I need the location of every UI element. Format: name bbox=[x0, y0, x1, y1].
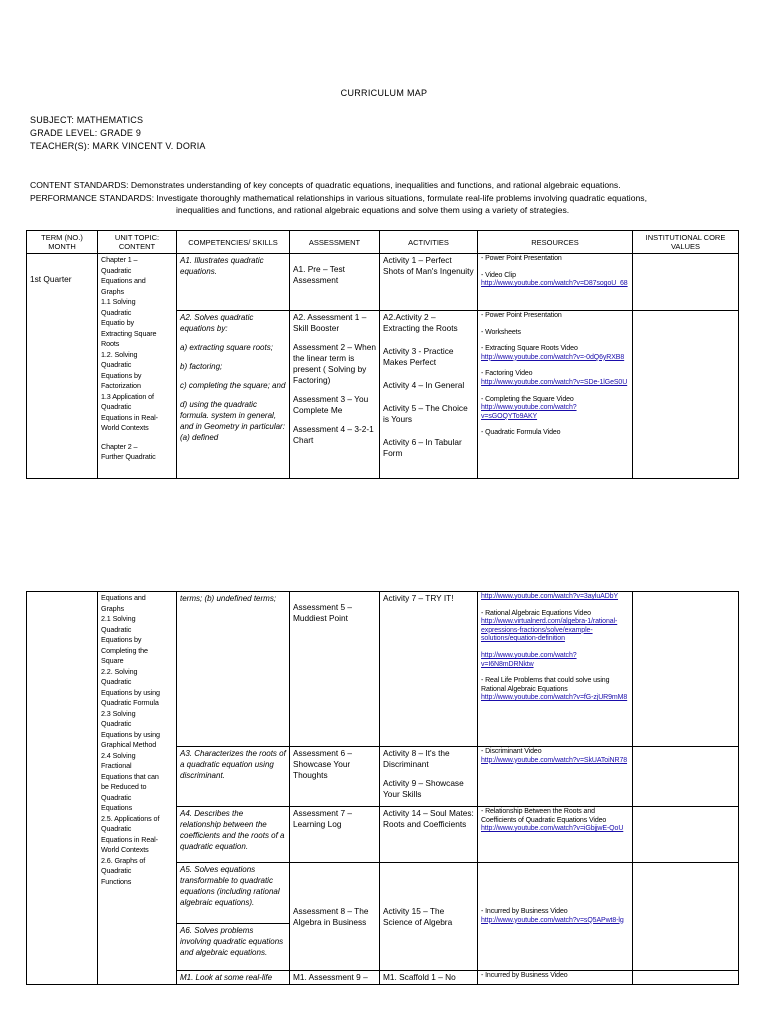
core-values-cell bbox=[633, 254, 739, 311]
resource-text: - Incurred by Business Video bbox=[481, 907, 568, 915]
competency-text: terms; (b) undefined terms; bbox=[180, 594, 277, 603]
unit-topic-line: Graphs bbox=[101, 603, 124, 613]
unit-topic-line: Quadratic Formula bbox=[101, 698, 159, 707]
activity-text: Activity 1 – Perfect Shots of Man's Ingenuity bbox=[383, 255, 474, 276]
resource-text: - Real Life Problems that could solve using Rational Algebraic Equations bbox=[481, 677, 610, 693]
competency-text: d) using the quadratic formula. system in general, and in Geometry in particular: (a) defined bbox=[180, 400, 285, 442]
unit-topic-line: be Reduced to bbox=[101, 782, 147, 791]
resource-text: - Extracting Square Roots Video bbox=[481, 345, 578, 353]
curriculum-table-page1 bbox=[26, 230, 739, 479]
assessment-cell bbox=[290, 747, 380, 807]
unit-topic-line: Completing the bbox=[101, 645, 148, 655]
activity-text: Activity 15 – The Science of Algebra bbox=[383, 905, 453, 927]
assessment-text: Assessment 3 – You Complete Me bbox=[293, 394, 369, 415]
unit-topic-line: Chapter 1 – bbox=[101, 255, 138, 264]
unit-topic-line: Equations and bbox=[101, 276, 146, 285]
resource-text: - Quadratic Formula Video bbox=[481, 429, 561, 437]
resources-cell bbox=[478, 747, 633, 807]
assessment-text: Assessment 6 – Showcase Your Thoughts bbox=[293, 748, 353, 780]
resource-link[interactable]: http://www.youtube.com/watch?v=fG-zjUR9mM8 bbox=[481, 694, 628, 702]
unit-topic-line: Functions bbox=[101, 876, 132, 886]
unit-topic-line: Square bbox=[101, 656, 124, 665]
unit-topic-line: Fractional bbox=[101, 761, 132, 770]
content-standards-text: Demonstrates understanding of key concepts of quadratic equations, inequalities and functions, and rational algebraic equations. bbox=[130, 180, 621, 190]
unit-topic-line: 1.3 Application of bbox=[101, 391, 154, 401]
unit-topic-line: Quadratic bbox=[101, 677, 132, 686]
assessment-text: Assessment 4 – 3-2-1 Chart bbox=[293, 424, 374, 445]
assessment-cell bbox=[290, 863, 380, 971]
unit-topic-line: Equatio by bbox=[101, 318, 134, 327]
header-term: TERM (NO.) MONTH bbox=[27, 231, 98, 254]
activity-text: Activity 8 – It's the Discriminant bbox=[383, 748, 450, 769]
resource-link[interactable]: http://www.youtube.com/watch?v=3ayluADbY bbox=[481, 593, 619, 600]
unit-topic-line: Quadratic bbox=[101, 624, 132, 634]
competency-cell bbox=[177, 311, 290, 479]
assessment-cell bbox=[290, 311, 380, 479]
assessment-text: Assessment 2 – When the linear term is present ( Solving by Factoring) bbox=[293, 342, 377, 385]
resources-cell bbox=[478, 311, 633, 479]
activity-text: Activity 9 – Showcase Your Skills bbox=[383, 778, 464, 799]
unit-topic-line: 1.2. Solving bbox=[101, 349, 138, 359]
resource-text: - Factoring Video bbox=[481, 370, 533, 378]
activity-cell bbox=[380, 311, 478, 479]
header-activities: ACTIVITIES bbox=[380, 231, 478, 254]
core-values-cell bbox=[633, 592, 739, 747]
assessment-text: A2. Assessment 1 – Skill Booster bbox=[293, 312, 367, 333]
unit-topic-line: 2.3 Solving bbox=[101, 708, 136, 718]
resource-text: - Worksheets bbox=[481, 328, 521, 336]
competency-text: A2. Solves quadratic equations by: bbox=[180, 313, 254, 333]
performance-standards bbox=[30, 192, 730, 216]
unit-topic-line: World Contexts bbox=[101, 423, 149, 432]
resource-text: - Incurred by Business Video bbox=[481, 972, 568, 979]
competency-text: A5. Solves equations transformable to quadratic equations (including rational algebraic equations). bbox=[177, 863, 289, 924]
activity-text: A2.Activity 2 – Extracting the Roots bbox=[383, 312, 458, 333]
resources-cell bbox=[478, 863, 633, 971]
competency-cell bbox=[177, 807, 290, 863]
unit-topic-line bbox=[101, 434, 173, 442]
header-assessment: ASSESSMENT bbox=[290, 231, 380, 254]
performance-standards-text-2: inequalities and functions, and rational algebraic equations and solve them using a variety of strategies. bbox=[176, 205, 570, 215]
competency-cell bbox=[177, 971, 290, 985]
resource-text: - Discriminant Video bbox=[481, 748, 542, 755]
assessment-text: A1. Pre – Test Assessment bbox=[293, 264, 345, 285]
unit-topic-line: World Contexts bbox=[101, 845, 149, 854]
competency-text: A1. Illustrates quadratic equations. bbox=[180, 256, 264, 276]
resource-text: - Rational Algebraic Equations Video bbox=[481, 609, 591, 617]
unit-topic-line: Graphical Method bbox=[101, 740, 157, 749]
unit-topic-line: Equations by using bbox=[101, 729, 160, 739]
activity-text: Activity 3 - Practice Makes Perfect bbox=[383, 346, 454, 367]
content-standards-label: CONTENT STANDARDS: bbox=[30, 180, 129, 190]
resource-link[interactable]: http://www.youtube.com/watch?v=SDe-1lGeS0U bbox=[481, 378, 628, 386]
assessment-text: Assessment 5 – Muddiest Point bbox=[293, 602, 353, 623]
resource-link[interactable]: http://www.youtube.com/watch?v=-0dQ6yRXB8 bbox=[481, 353, 625, 361]
assessment-cell bbox=[290, 807, 380, 863]
unit-topic-line: Graphs bbox=[101, 286, 124, 296]
unit-topic-line: 2.6. Graphs of bbox=[101, 855, 146, 865]
resources-cell bbox=[478, 592, 633, 747]
unit-topic-cell bbox=[98, 592, 177, 985]
unit-topic-line: Factorization bbox=[101, 381, 141, 390]
unit-topic-line: Equations by using bbox=[101, 687, 160, 697]
competency-cell bbox=[177, 863, 290, 971]
header-resources: RESOURCES bbox=[478, 231, 633, 254]
unit-topic-line: 2.1 Solving bbox=[101, 614, 136, 623]
activity-text: M1. Scaffold 1 – No bbox=[383, 972, 456, 982]
unit-topic-line: Equations by bbox=[101, 370, 142, 380]
unit-topic-line: 1.1 Solving bbox=[101, 297, 136, 306]
unit-topic-line: Quadratic bbox=[101, 265, 132, 275]
unit-topic-line: Quadratic bbox=[101, 824, 132, 833]
activity-text: Activity 6 – In Tabular Form bbox=[383, 437, 462, 458]
unit-topic-line: Quadratic bbox=[101, 719, 132, 728]
activity-text: Activity 14 – Soul Mates: Roots and Coefficients bbox=[383, 808, 474, 829]
activity-cell bbox=[380, 254, 478, 311]
competency-text: A6. Solves problems involving quadratic equations and algebraic equations. bbox=[180, 926, 284, 957]
assessment-text: Assessment 7 – Learning Log bbox=[293, 808, 353, 829]
activity-text: Activity 4 – In General bbox=[383, 380, 465, 390]
competency-cell bbox=[177, 592, 290, 747]
assessment-cell bbox=[290, 254, 380, 311]
resource-text: - Power Point Presentation bbox=[481, 312, 562, 319]
header-core-values: INSTITUTIONAL CORE VALUES bbox=[633, 231, 739, 254]
resource-link[interactable]: http://www.youtube.com/watch?v=D87sogoU_68 bbox=[481, 280, 628, 288]
teacher-line: TEACHER(S): MARK VINCENT V. DORIA bbox=[30, 141, 206, 151]
competency-text: b) factoring; bbox=[180, 362, 223, 371]
unit-topic-line: Roots bbox=[101, 339, 120, 348]
activity-text: Activity 7 – TRY IT! bbox=[383, 593, 454, 603]
unit-topic-line: Equations in Real- bbox=[101, 834, 158, 844]
unit-topic-line: Quadratic bbox=[101, 307, 132, 317]
resource-link[interactable]: http://www.youtube.com/watch?v=I6N8mDRNktw bbox=[481, 651, 577, 668]
unit-topic-line: Equations by bbox=[101, 635, 142, 644]
header-competencies: COMPETENCIES/ SKILLS bbox=[177, 231, 290, 254]
resource-text: - Completing the Square Video bbox=[481, 395, 574, 403]
competency-text: c) completing the square; and bbox=[180, 381, 286, 390]
activity-text: Activity 5 – The Choice is Yours bbox=[383, 403, 468, 424]
grade-line: GRADE LEVEL: GRADE 9 bbox=[30, 128, 142, 138]
activity-cell bbox=[380, 807, 478, 863]
assessment-text: Assessment 8 – The Algebra in Business bbox=[293, 905, 369, 927]
unit-topic-line: Extracting Square bbox=[101, 328, 157, 338]
competency-cell bbox=[177, 747, 290, 807]
unit-topic-line: 2.2. Solving bbox=[101, 666, 138, 676]
competency-text: M1. Look at some real-life bbox=[180, 973, 273, 982]
unit-topic-line: Further Quadratic bbox=[101, 452, 156, 461]
resource-link[interactable]: http://www.youtube.com/watch?v=SkUAToiNR78 bbox=[481, 756, 628, 764]
header-unit: UNIT TOPIC: CONTENT bbox=[98, 231, 177, 254]
resource-text: - Power Point Presentation bbox=[481, 255, 562, 262]
unit-topic-line: Quadratic bbox=[101, 792, 132, 802]
unit-topic-line: Chapter 2 – bbox=[101, 441, 138, 451]
unit-topic-line: Equations bbox=[101, 803, 133, 812]
unit-topic-line: Quadratic bbox=[101, 866, 132, 875]
competency-text: A3. Characterizes the roots of a quadratic equation using discriminant. bbox=[180, 749, 286, 780]
table-header-row bbox=[27, 231, 739, 254]
resource-link[interactable]: http://www.youtube.com/watch?v=sQ5APwt8-lg bbox=[481, 916, 624, 924]
performance-standards-label: PERFORMANCE STANDARDS: bbox=[30, 193, 154, 203]
resources-cell bbox=[478, 971, 633, 985]
unit-topic-line: 2.4 Solving bbox=[101, 750, 136, 760]
unit-topic-line: Equations that can bbox=[101, 771, 159, 781]
term-text: 1st Quarter bbox=[30, 274, 72, 284]
unit-topic-line: Equations and bbox=[101, 593, 146, 602]
unit-topic-cell bbox=[98, 254, 177, 479]
activity-cell bbox=[380, 592, 478, 747]
term-cell bbox=[27, 592, 98, 985]
resource-link[interactable]: http://www.youtube.com/watch?v=iGbjjwE-QoU bbox=[481, 825, 624, 833]
assessment-text: M1. Assessment 9 – bbox=[293, 972, 368, 982]
performance-standards-text-1: Investigate thoroughly mathematical relationships in various situations, formulate real-life problems involving quadratic equations, bbox=[156, 193, 647, 203]
unit-topic-line: Equations in Real- bbox=[101, 412, 158, 422]
table-row bbox=[27, 592, 739, 747]
assessment-cell bbox=[290, 971, 380, 985]
competency-cell bbox=[177, 254, 290, 311]
table-row bbox=[27, 254, 739, 311]
core-values-cell bbox=[633, 807, 739, 863]
resource-text: - Relationship Between the Roots and Coefficients of Quadratic Equations Video bbox=[481, 808, 607, 824]
resource-text: - Video Clip bbox=[481, 271, 516, 279]
unit-topic-line: Quadratic bbox=[101, 402, 132, 411]
resources-cell bbox=[478, 254, 633, 311]
term-cell bbox=[27, 254, 98, 479]
core-values-cell bbox=[633, 747, 739, 807]
activity-cell bbox=[380, 863, 478, 971]
core-values-cell bbox=[633, 971, 739, 985]
document-title: CURRICULUM MAP bbox=[340, 88, 428, 98]
competency-text: A4. Describes the relationship between the coefficients and the roots of a quadratic equation. bbox=[180, 809, 285, 851]
curriculum-table-page2 bbox=[26, 591, 739, 985]
resources-cell bbox=[478, 807, 633, 863]
core-values-cell bbox=[633, 863, 739, 971]
assessment-cell bbox=[290, 592, 380, 747]
content-standards bbox=[30, 179, 730, 191]
subject-line: SUBJECT: MATHEMATICS bbox=[30, 115, 144, 125]
resource-link[interactable]: http://www.virtualnerd.com/algebra-1/rational-expressions-fractions/solve/example-solutions/equation-definition bbox=[481, 618, 618, 643]
core-values-cell bbox=[633, 311, 739, 479]
competency-text: a) extracting square roots; bbox=[180, 343, 273, 352]
activity-cell bbox=[380, 747, 478, 807]
unit-topic-line: 2.5. Applications of bbox=[101, 813, 160, 823]
resource-link[interactable]: http://www.youtube.com/watch?v=sGOQYTo9AKY bbox=[481, 404, 577, 420]
activity-cell bbox=[380, 971, 478, 985]
unit-topic-line: Quadratic bbox=[101, 360, 132, 369]
